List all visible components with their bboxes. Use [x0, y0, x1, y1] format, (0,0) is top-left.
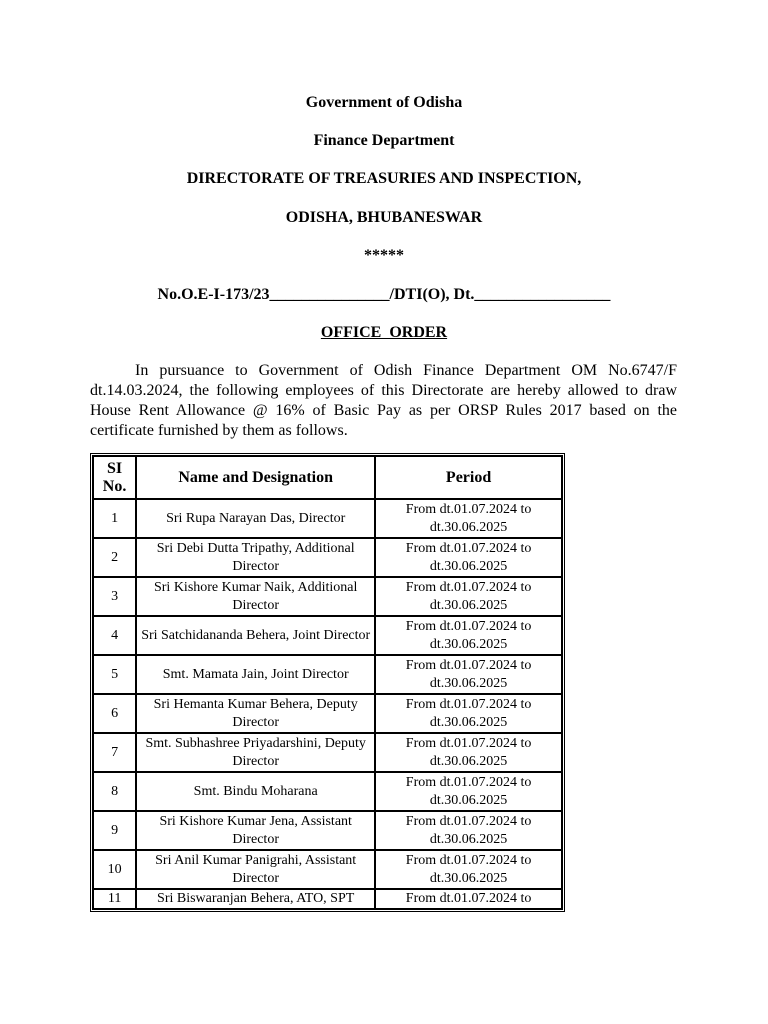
sl-no-cell: 1 — [93, 499, 136, 538]
office-order-title: OFFICE ORDER — [320, 324, 448, 341]
period-cell: From dt.01.07.2024 to dt.30.06.2025 — [375, 616, 562, 655]
table-row — [93, 499, 562, 538]
table-row — [93, 850, 562, 889]
period-cell: From dt.01.07.2024 to dt.30.06.2025 — [375, 811, 562, 850]
name-designation-cell: Sri Rupa Narayan Das, Director — [136, 499, 375, 538]
period-cell: From dt.01.07.2024 to dt.30.06.2025 — [375, 772, 562, 811]
sl-no-cell: 11 — [93, 889, 136, 909]
directorate-heading: DIRECTORATE OF TREASURIES AND INSPECTION, — [186, 170, 582, 187]
period-cell: From dt.01.07.2024 to — [375, 889, 562, 909]
order-reference-number: No.O.E-I-173/23_______________/DTI(O), Dt._________________ — [157, 286, 611, 303]
sl-no-cell: 4 — [93, 616, 136, 655]
table-row — [93, 577, 562, 616]
sl-no-cell: 9 — [93, 811, 136, 850]
sl-no-cell: 10 — [93, 850, 136, 889]
sl-no-cell: 3 — [93, 577, 136, 616]
name-designation-cell: Sri Biswaranjan Behera, ATO, SPT — [136, 889, 375, 909]
sl-no-cell: 8 — [93, 772, 136, 811]
column-header-period: Period — [375, 456, 562, 499]
period-cell: From dt.01.07.2024 to dt.30.06.2025 — [375, 850, 562, 889]
table-row — [93, 538, 562, 577]
name-designation-cell: Sri Hemanta Kumar Behera, Deputy Director — [136, 694, 375, 733]
name-designation-cell: Smt. Subhashree Priyadarshini, Deputy Director — [136, 733, 375, 772]
order-body-paragraph: In pursuance to Government of Odish Finance Department OM No.6747/F dt.14.03.2024, the following employees of this Directorate are hereby allowed to draw House Rent Allowance @ 16% of Basic Pay as per ORSP Rules 2017 based on the certificate furnished by them as follows. — [90, 362, 677, 439]
employee-hra-table — [90, 453, 565, 912]
name-designation-cell: Smt. Bindu Moharana — [136, 772, 375, 811]
table-row — [93, 616, 562, 655]
location-heading: ODISHA, BHUBANESWAR — [285, 209, 483, 226]
name-designation-cell: Sri Kishore Kumar Naik, Additional Director — [136, 577, 375, 616]
period-cell: From dt.01.07.2024 to dt.30.06.2025 — [375, 733, 562, 772]
column-header-name: Name and Designation — [136, 456, 375, 499]
period-cell: From dt.01.07.2024 to dt.30.06.2025 — [375, 694, 562, 733]
department-heading: Finance Department — [313, 132, 455, 149]
table-row — [93, 772, 562, 811]
table-row — [93, 811, 562, 850]
period-cell: From dt.01.07.2024 to dt.30.06.2025 — [375, 499, 562, 538]
table-row — [93, 655, 562, 694]
separator-stars: ***** — [364, 247, 404, 264]
table-row — [93, 889, 562, 909]
government-heading: Government of Odisha — [305, 94, 463, 111]
sl-no-cell: 6 — [93, 694, 136, 733]
name-designation-cell: Smt. Mamata Jain, Joint Director — [136, 655, 375, 694]
period-cell: From dt.01.07.2024 to dt.30.06.2025 — [375, 538, 562, 577]
table-header-row — [93, 456, 562, 499]
name-designation-cell: Sri Kishore Kumar Jena, Assistant Director — [136, 811, 375, 850]
period-cell: From dt.01.07.2024 to dt.30.06.2025 — [375, 577, 562, 616]
sl-no-cell: 5 — [93, 655, 136, 694]
table-row — [93, 733, 562, 772]
period-cell: From dt.01.07.2024 to dt.30.06.2025 — [375, 655, 562, 694]
sl-no-cell: 7 — [93, 733, 136, 772]
name-designation-cell: Sri Debi Dutta Tripathy, Additional Director — [136, 538, 375, 577]
table-row — [93, 694, 562, 733]
column-header-sl-no: SI No. — [93, 456, 136, 499]
name-designation-cell: Sri Satchidananda Behera, Joint Director — [136, 616, 375, 655]
sl-no-cell: 2 — [93, 538, 136, 577]
name-designation-cell: Sri Anil Kumar Panigrahi, Assistant Director — [136, 850, 375, 889]
